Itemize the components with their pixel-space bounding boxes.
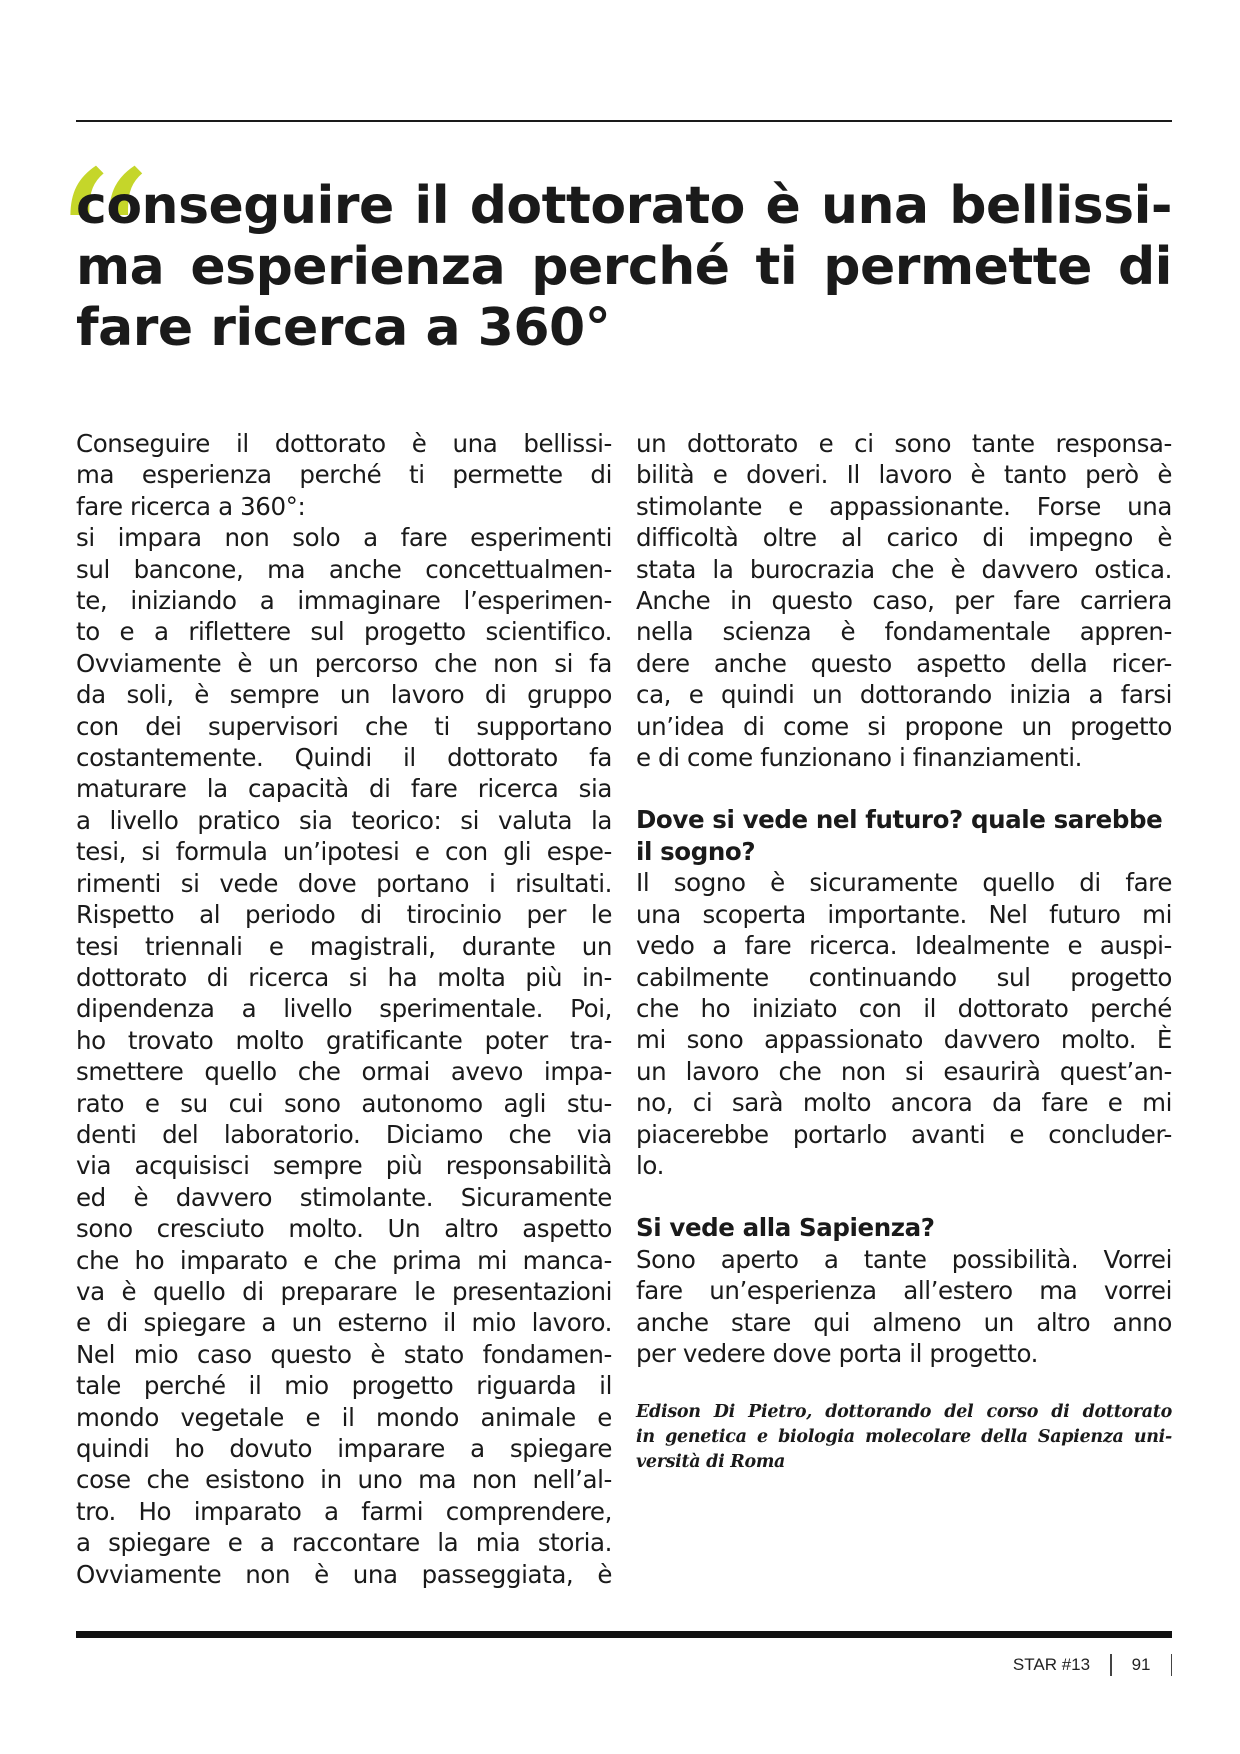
text-line: stata la burocrazia che è davvero ostica.	[636, 554, 1172, 584]
text-line: te, iniziando a immaginare l’esperimen-	[76, 586, 612, 616]
headline-line: fare ricerca a 360°	[76, 298, 611, 358]
text-line: sul bancone, ma anche concettualmen-	[76, 554, 612, 584]
headline-block	[50, 129, 1172, 362]
text-line: un dottorato e ci sono tante responsa-	[636, 429, 1172, 458]
text-line: tesi triennali e magistrali, durante un	[76, 931, 612, 961]
text-line: dipendenza a livello sperimentale. Poi,	[76, 994, 612, 1024]
text-line: no, ci sarà molto ancora da fare e mi	[636, 1088, 1172, 1118]
text-line: Rispetto al periodo di tirocinio per le	[76, 900, 612, 930]
paragraph-gap	[636, 773, 1172, 804]
text-line: to e a riflettere sul progetto scientifico.	[76, 617, 612, 647]
text-line: smettere quello che ormai avevo impa-	[76, 1057, 612, 1087]
paragraph-gap	[636, 1181, 1172, 1212]
author-signature	[636, 1400, 1172, 1475]
page-footer	[1013, 1652, 1172, 1678]
signature-line: Edison Di Pietro, dottorando del corso di dottorato	[636, 1402, 1172, 1422]
text-line: un lavoro che non si esaurirà quest’an-	[636, 1056, 1172, 1086]
footer-divider	[1171, 1654, 1173, 1676]
headline	[76, 176, 1172, 359]
text-line: maturare la capacità di fare ricerca sia	[76, 774, 612, 804]
text-line: rato e su cui sono autonomo agli stu-	[76, 1088, 612, 1118]
text-line: ma esperienza perché ti permette di	[76, 460, 612, 490]
text-line: denti del laboratorio. Diciamo che via	[76, 1119, 612, 1149]
footer-divider	[1110, 1654, 1112, 1676]
text-line: dottorato di ricerca si ha molta più in-	[76, 962, 612, 992]
text-line: lo.	[636, 1150, 664, 1180]
question-heading: Si vede alla Sapienza?	[636, 1213, 935, 1243]
text-line: a spiegare e a raccontare la mia storia.	[76, 1528, 612, 1558]
text-line: stimolante e appassionante. Forse una	[636, 491, 1172, 521]
text-line: Ovviamente è un percorso che non si fa	[76, 648, 612, 678]
text-line: tro. Ho imparato a farmi comprendere,	[76, 1496, 612, 1526]
signature-line: in genetica e biologia molecolare della Sapienza uni-	[636, 1427, 1172, 1447]
signature-line: versità di Roma	[636, 1452, 786, 1472]
text-line: nella scienza è fondamentale appren-	[636, 617, 1172, 647]
text-line: ho trovato molto gratificante poter tra-	[76, 1025, 612, 1055]
quote-mark-icon: “	[50, 129, 153, 362]
text-line: per vedere dove porta il progetto.	[636, 1338, 1039, 1368]
text-line: Conseguire il dottorato è una bellissi-	[76, 429, 612, 458]
text-line: Anche in questo caso, per fare carriera	[636, 586, 1172, 616]
text-line: mondo vegetale e il mondo animale e	[76, 1402, 612, 1432]
text-line: costantemente. Quindi il dottorato fa	[76, 743, 612, 773]
text-line: cose che esistono in uno ma non nell’al-	[76, 1465, 612, 1495]
text-line: una scoperta importante. Nel futuro mi	[636, 899, 1172, 929]
top-rule	[76, 120, 1172, 122]
text-line: con dei supervisori che ti supportano	[76, 711, 612, 741]
question-heading: Dove si vede nel futuro? quale sarebbe	[636, 805, 1163, 835]
text-line: un’idea di come si propone un progetto	[636, 711, 1172, 741]
text-line: bilità e doveri. Il lavoro è tanto però è	[636, 460, 1172, 490]
text-line: tale perché il mio progetto riguarda il	[76, 1371, 612, 1401]
text-line: e di spiegare a un esterno il mio lavoro.	[76, 1308, 612, 1338]
text-line: difficoltà oltre al carico di impegno è	[636, 523, 1172, 553]
text-line: quindi ho dovuto imparare a spiegare	[76, 1434, 612, 1463]
text-line: che ho imparato e che prima mi manca-	[76, 1245, 612, 1275]
text-line: sono cresciuto molto. Un altro aspetto	[76, 1214, 612, 1244]
text-line: mi sono appassionato davvero molto. È	[636, 1025, 1172, 1055]
text-line: e di come funzionano i finanziamenti.	[636, 743, 1083, 773]
left-column	[76, 428, 612, 1590]
right-column	[636, 428, 1172, 1369]
text-line: ed è davvero stimolante. Sicuramente	[76, 1182, 612, 1212]
text-line: va è quello di preparare le presentazioni	[76, 1276, 612, 1306]
text-line: fare un’esperienza all’estero ma vorrei	[636, 1276, 1172, 1306]
text-line: tesi, si formula un’ipotesi e con gli espe-	[76, 837, 612, 867]
text-line: vedo a fare ricerca. Idealmente e auspi-	[636, 931, 1172, 961]
text-line: anche stare qui almeno un altro anno	[636, 1307, 1172, 1337]
headline-line: conseguire il dottorato è una bellissi-	[76, 176, 1172, 236]
text-line: da soli, è sempre un lavoro di gruppo	[76, 680, 612, 710]
page-number: 91	[1131, 1655, 1151, 1674]
text-line: rimenti si vede dove portano i risultati.	[76, 868, 612, 898]
text-line: dere anche questo aspetto della ricer-	[636, 648, 1172, 678]
text-line: Nel mio caso questo è stato fondamen-	[76, 1339, 612, 1369]
text-line: piacerebbe portarlo avanti e concluder-	[636, 1119, 1172, 1149]
text-line: Il sogno è sicuramente quello di fare	[636, 868, 1172, 898]
magazine-issue: STAR #13	[1012, 1655, 1091, 1674]
question-heading: il sogno?	[636, 836, 756, 866]
text-line: Ovviamente non è una passeggiata, è	[76, 1559, 612, 1589]
text-line: che ho iniziato con il dottorato perché	[636, 993, 1172, 1023]
text-line: Sono aperto a tante possibilità. Vorrei	[636, 1244, 1172, 1274]
text-line: a livello pratico sia teorico: si valuta la	[76, 805, 612, 835]
text-line: via acquisisci sempre più responsabilità	[76, 1151, 612, 1181]
bottom-rule	[76, 1631, 1172, 1638]
text-line: ca, e quindi un dottorando inizia a farsi	[636, 680, 1172, 710]
headline-line: ma esperienza perché ti permette di	[76, 237, 1172, 297]
text-line: cabilmente continuando sul progetto	[636, 962, 1172, 992]
text-line: si impara non solo a fare esperimenti	[76, 523, 612, 553]
text-line: fare ricerca a 360°:	[76, 491, 306, 521]
